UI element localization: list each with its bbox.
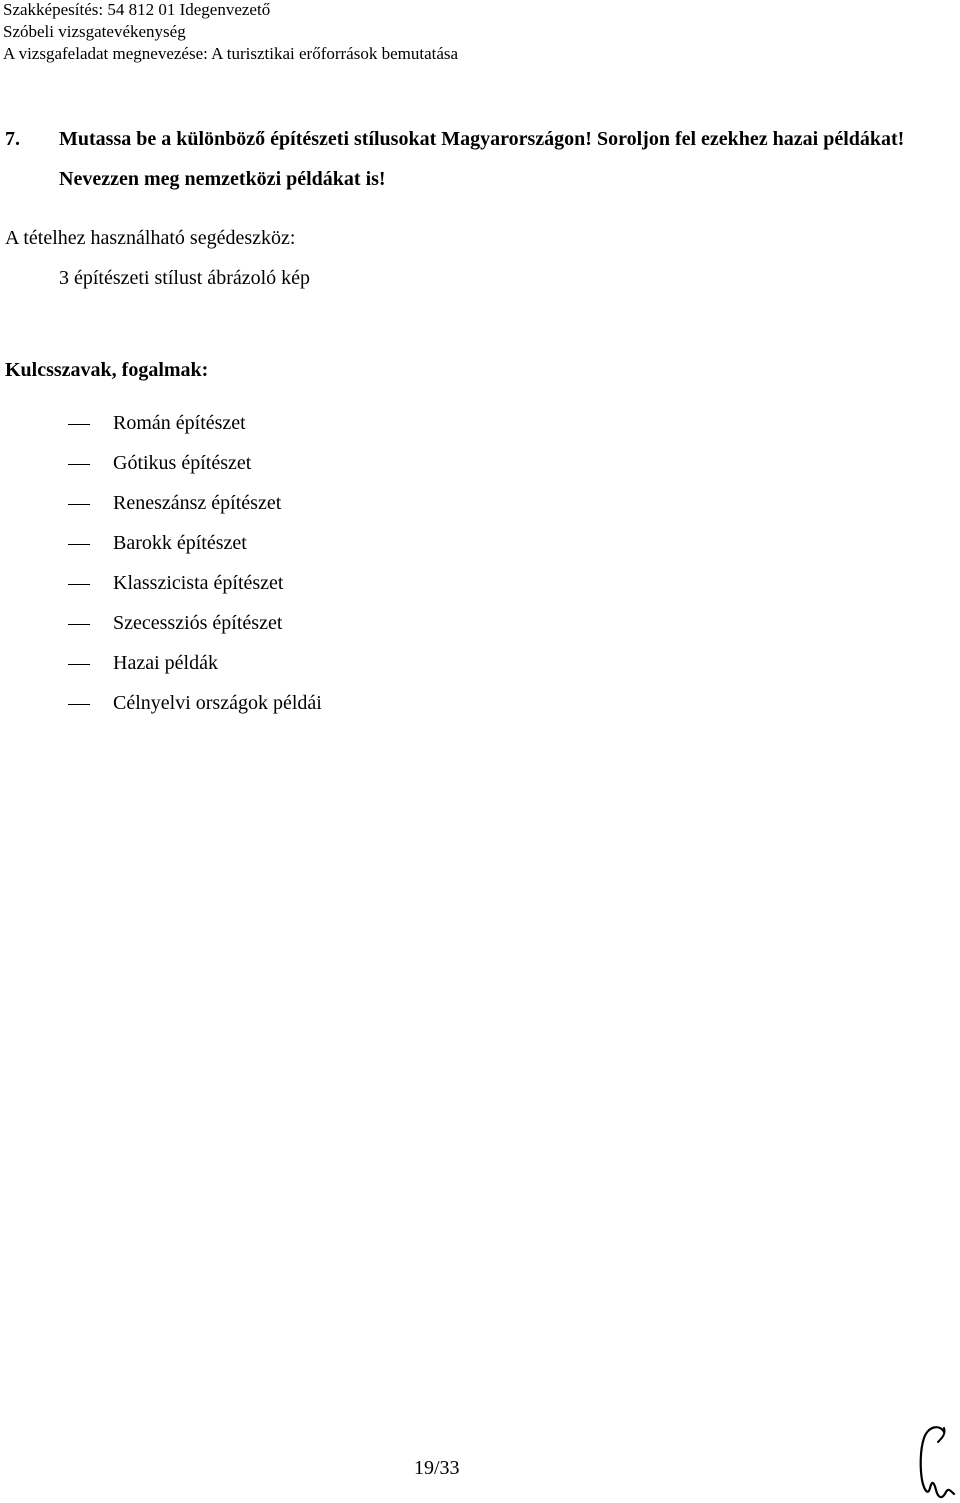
dash-bullet [68, 544, 90, 545]
header-qualification: Szakképesítés: 54 812 01 Idegenvezető [3, 0, 271, 19]
dash-bullet [68, 624, 90, 625]
keywords-title: Kulcsszavak, fogalmak: [5, 359, 209, 381]
aid-label: A tételhez használható segédeszköz: [5, 227, 296, 249]
dash-bullet [68, 584, 90, 585]
dash-bullet [68, 424, 90, 425]
header-exam-type: Szóbeli vizsgatevékenység [3, 22, 186, 41]
dash-bullet [68, 704, 90, 705]
dash-bullet [68, 504, 90, 505]
keyword-label: Román építészet [113, 412, 246, 434]
keyword-label: Gótikus építészet [113, 452, 252, 474]
task-number: 7. [5, 128, 20, 150]
keyword-label: Célnyelvi országok példái [113, 692, 322, 714]
task-text: Mutassa be a különböző építészeti stílusokat Magyarországon! Soroljon fel ezekhez hazai példákat! Nevezzen meg nemzetközi példákat is! [59, 128, 905, 190]
task-block [5, 119, 905, 199]
keyword-label: Klasszicista építészet [113, 572, 284, 594]
keyword-label: Reneszánsz építészet [113, 492, 282, 514]
keyword-label: Barokk építészet [113, 532, 247, 554]
header-task-name: A vizsgafeladat megnevezése: A turisztikai erőforrások bemutatása [3, 44, 459, 63]
aid-value: 3 építészeti stílust ábrázoló kép [59, 267, 311, 289]
dash-bullet [68, 464, 90, 465]
keyword-label: Szecessziós építészet [113, 612, 283, 634]
keyword-label: Hazai példák [113, 652, 218, 674]
handwritten-signature-icon [914, 1422, 958, 1502]
page-number: 19/33 [414, 1457, 460, 1479]
dash-bullet [68, 664, 90, 665]
